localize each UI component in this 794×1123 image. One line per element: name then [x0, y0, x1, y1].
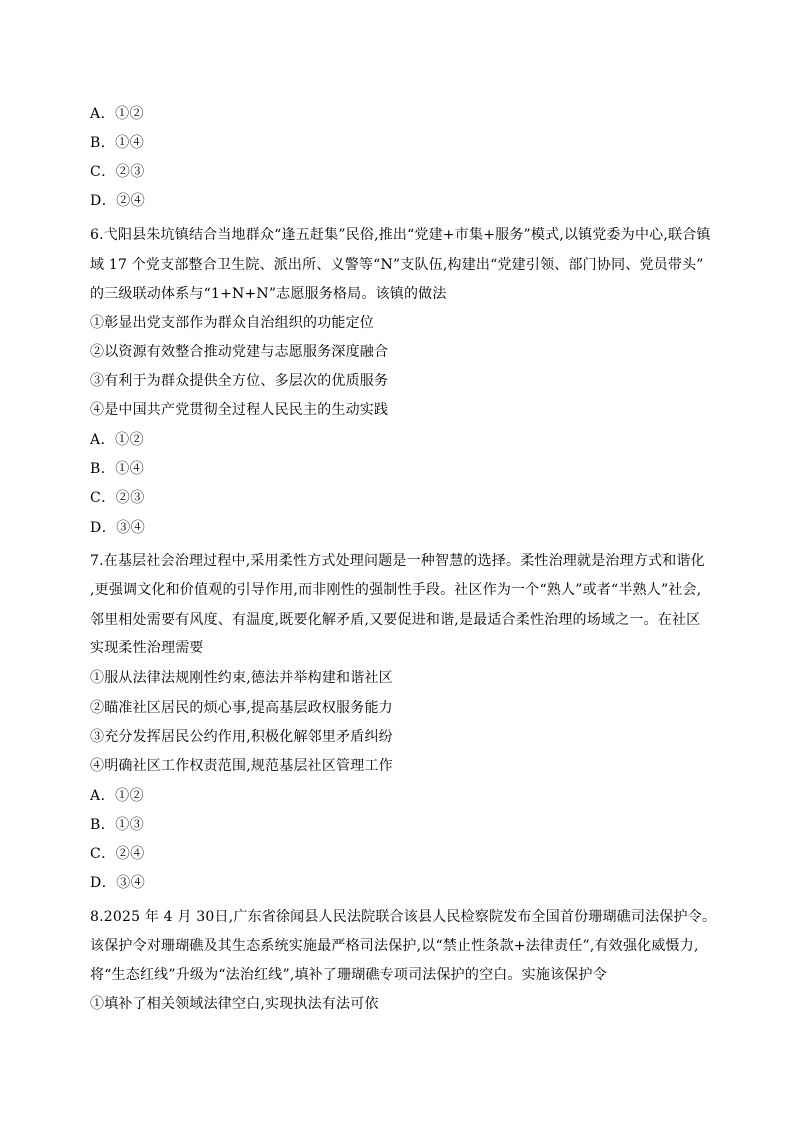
option-c: C．②③	[90, 164, 145, 180]
q7-statement-1: ①服从法律法规刚性约束,德法并举构建和谐社区	[90, 670, 393, 686]
q7-statement-2: ②瞄准社区居民的烦心事,提高基层政权服务能力	[90, 700, 393, 716]
option-b: B．①④	[90, 135, 145, 151]
q7-option-a: A．①②	[90, 788, 145, 804]
q8-stem-line: 8.2025 年 4 月 30日,广东省徐闻县人民法院联合该县人民检察院发布全国首份珊瑚礁司法保护令。	[90, 909, 717, 925]
q7-statement-4: ④明确社区工作权责范围,规范基层社区管理工作	[90, 758, 393, 774]
q8-statement-1: ①填补了相关领域法律空白,实现执法有法可依	[90, 996, 379, 1012]
q7-stem-line: 7.在基层社会治理过程中,采用柔性方式处理问题是一种智慧的选择。柔性治理就是治理方式和谐化	[90, 553, 705, 569]
q7-stem-line: 实现柔性治理需要	[90, 640, 204, 656]
q6-statement-4: ④是中国共产党贯彻全过程人民民主的生动实践	[90, 402, 389, 418]
q6-stem-line: 的三级联动体系与“1+N+N”志愿服务格局。该镇的做法	[90, 286, 447, 302]
q6-statement-1: ①彰显出党支部作为群众自治组织的功能定位	[90, 315, 374, 331]
q6-stem-line: 6.弋阳县朱坑镇结合当地群众“逢五赶集”民俗,推出“党建+市集+服务”模式,以镇党委为中心,联合镇	[90, 227, 711, 243]
q7-option-b: B．①③	[90, 817, 145, 833]
q6-option-c: C．②③	[90, 490, 145, 506]
q7-option-d: D．③④	[90, 875, 146, 891]
q8-stem-line: 将“生态红线”升级为“法治红线”,填补了珊瑚礁专项司法保护的空白。实施该保护令	[90, 967, 607, 983]
q8-stem-line: 该保护令对珊瑚礁及其生态系统实施最严格司法保护,以“禁止性条款+法律责任”,有效强化威慑力,	[90, 938, 699, 954]
q7-stem-line: 邻里相处需要有风度、有温度,既要化解矛盾,又要促进和谐,是最适合柔性治理的场域之一。在社区	[90, 612, 701, 628]
option-a: A．①②	[90, 106, 145, 122]
q6-option-b: B．①④	[90, 461, 145, 477]
q6-option-d: D．③④	[90, 520, 146, 536]
q6-statement-2: ②以资源有效整合推动党建与志愿服务深度融合	[90, 344, 389, 360]
q6-stem-line: 域 17 个党支部整合卫生院、派出所、义警等“N”支队伍,构建出“党建引领、部门协同、党员带头”	[90, 257, 704, 273]
q7-option-c: C．②④	[90, 846, 145, 862]
q7-statement-3: ③充分发挥居民公约作用,积极化解邻里矛盾纠纷	[90, 729, 393, 745]
option-d: D．②④	[90, 193, 146, 209]
q6-statement-3: ③有利于为群众提供全方位、多层次的优质服务	[90, 373, 389, 389]
q6-option-a: A．①②	[90, 432, 145, 448]
q7-stem-line: ,更强调文化和价值观的引导作用,而非刚性的强制性手段。社区作为一个“熟人”或者“半熟人”社会,	[90, 582, 702, 598]
